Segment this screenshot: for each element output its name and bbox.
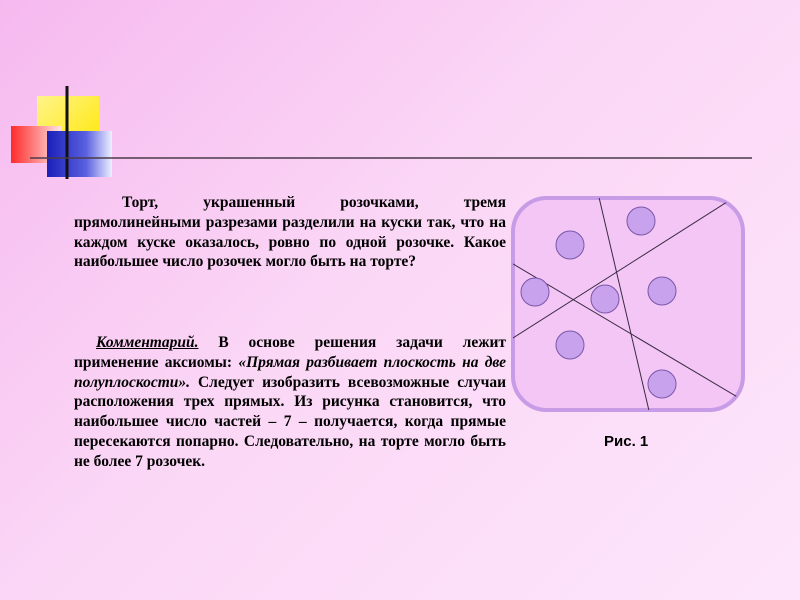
cake (513, 198, 743, 410)
problem-text: Торт, украшенный розочками, тремя прямолинейными разрезами разделили на куски так, что на каждом куске оказалось, ровно по одной розочке. Какое наибольшее число розочек могло быть на торте? (74, 194, 506, 271)
rose-6 (556, 331, 584, 359)
figure-caption: Рис. 1 (604, 433, 649, 450)
comment-text-before: В основе решения задачи лежит применение аксиомы: (74, 334, 506, 371)
rose-7 (648, 370, 676, 398)
blue-square (47, 131, 112, 177)
rose-1 (556, 231, 584, 259)
comment-text-after: Следует изобразить всевозможные случаи расположения трех прямых. Из рисунка становится, что наибольшее число частей – 7 – получается, когда прямые пересекаются попарно. Следовательно, на торте могло быть не более 7 розочек. (74, 373, 506, 470)
rose-4 (591, 285, 619, 313)
comment-text (74, 333, 506, 472)
comment-label: Комментарий. (96, 334, 199, 351)
axiom-quote: «Прямая разбивает плоскость на две полуплоскости». (74, 353, 507, 391)
rose-2 (627, 207, 655, 235)
rose-3 (521, 278, 549, 306)
decorative-squares (0, 0, 800, 200)
cake-diagram (508, 193, 748, 415)
rose-5 (648, 277, 676, 305)
